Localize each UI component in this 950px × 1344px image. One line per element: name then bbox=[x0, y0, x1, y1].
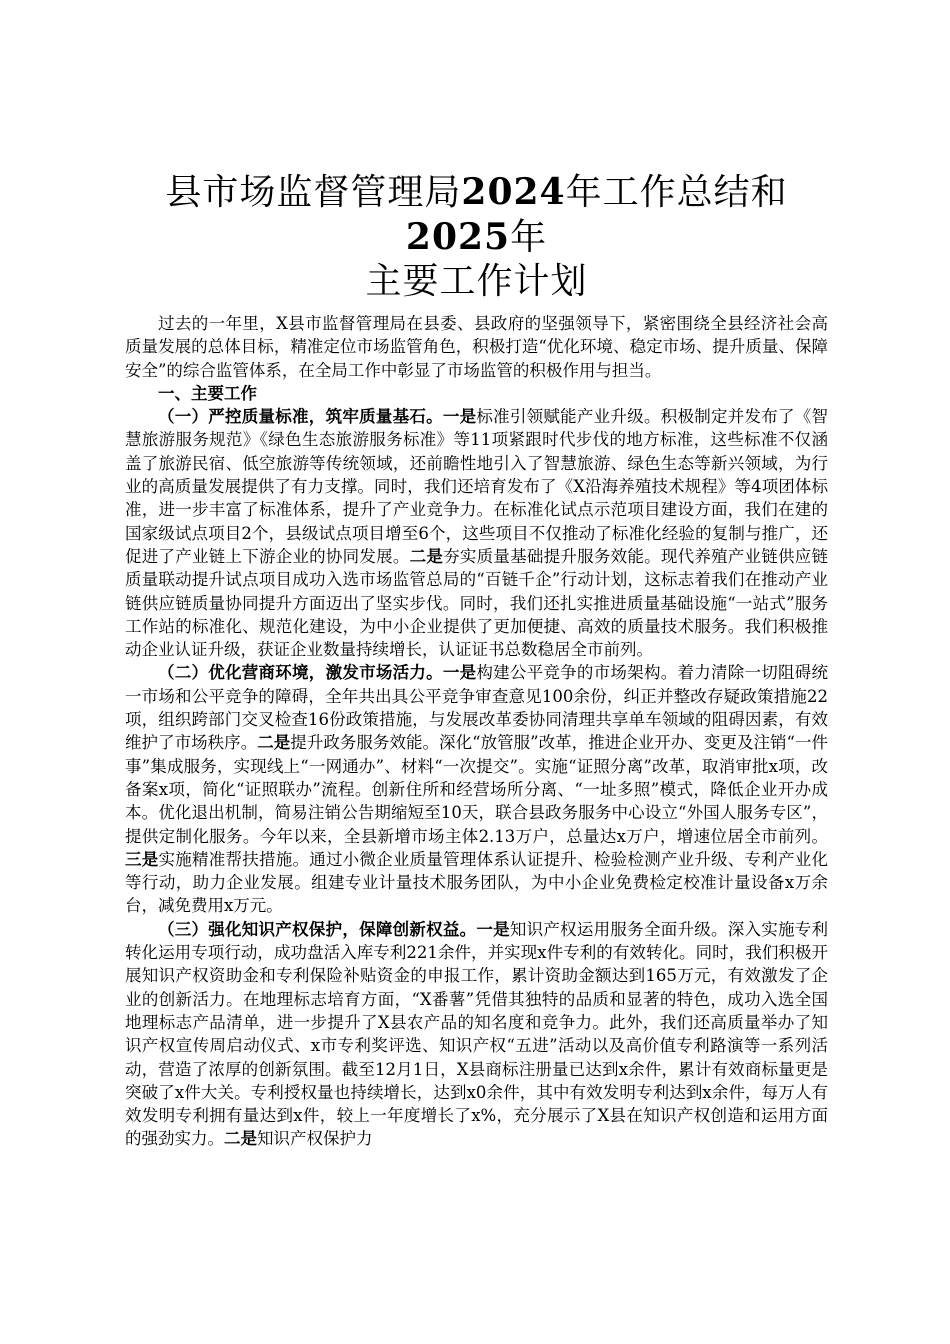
subheading-business: （二）优化营商环境，激发市场活力。 bbox=[158, 663, 443, 683]
title-line1: 县市场监督管理局2024年工作总结和2025年 bbox=[165, 171, 788, 258]
paragraph-intellectual-property: （三）强化知识产权保护，保障创新权益。一是知识产权运用服务全面升级。深入实施专利转化运用专项行动，成功盘活入库专利221余件，并实现x件专利的有效转化。同时，我们积极开展知识产权资助金和专利保险补贴资金的申报工作，累计资助金额达到165万元，有效激发了企业的创新活力。在地理标志培育方面，“X番薯”凭借其独特的品质和显著的特色，成功入选全国地理标志产品清单，进一步提升了X县农产品的知名度和竞争力。此外，我们还高质量举办了知识产权宣传周启动仪式、x市专利奖评选、知识产权“五进”活动以及高价值专利路演等一系列活动，营造了浓厚的创新氛围。截至12月1日，X县商标注册量已达到x余件，累计有效商标量更是突破了x件大关。专利授权量也持续增长，达到x0余件，其中有效发明专利达到x余件，每万人有效发明专利拥有量达到x件，较上一年度增长了x%，充分展示了X县在知识产权创造和运用方面的强劲实力。二是知识产权保护力 bbox=[125, 919, 829, 1149]
document-page bbox=[125, 170, 828, 1151]
section-heading-main-work: 一、主要工作 bbox=[158, 383, 257, 403]
paragraph-business-environment: （二）优化营商环境，激发市场活力。一是构建公平竞争的市场架构。着力清除一切阻碍统一市场和公平竞争的障碍，全年共出具公平竞争审查意见100余份，纠正并整改存疑政策措施22项，组织跨部门交叉检查16份政策措施，与发展改革委协同清理共享单车领域的阻碍因素，有效维护了市场秩序。二是提升政务服务效能。深化“放管服”改革，推进企业开办、变更及注销“一件事”集成服务，实现线上“一网通办”、材料“一次提交”。实施“证照分离”改革，取消审批x项，改备案x项，简化“证照联办”流程。创新住所和经营场所分离、“一址多照”模式，降低企业开办成本。优化退出机制，简易注销公告期缩短至10天，联合县政务服务中心设立“外国人服务专区”，提供定制化服务。今年以来，全县新增市场主体2.13万户，总量达x万户，增速位居全市前列。三是实施精准帮扶措施。通过小微企业质量管理体系认证提升、检验检测产业升级、专利产业化等行动，助力企业发展。组建专业计量技术服务团队，为中小企业免费检定校准计量设备x万余台，减免费用x万元。 bbox=[125, 663, 829, 916]
subheading-quality: （一）严控质量标准，筑牢质量基石。 bbox=[158, 407, 443, 427]
document-title bbox=[125, 170, 828, 304]
title-line2: 主要工作计划 bbox=[365, 261, 588, 302]
subheading-ip: （三）强化知识产权保护，保障创新权益。 bbox=[158, 919, 477, 939]
intro-paragraph: 过去的一年里，X县市监督管理局在县委、县政府的坚强领导下，紧密围绕全县经济社会高质量发展的总体目标，精准定位市场监管角色，积极打造“优化环境、稳定市场、提升质量、保障安全”的综合监管体系，在全局工作中彰显了市场监管的积极作用与担当。 bbox=[125, 314, 828, 380]
paragraph-quality-standards: （一）严控质量标准，筑牢质量基石。一是标准引领赋能产业升级。积极制定并发布了《智慧旅游服务规范》《绿色生态旅游服务标准》等11项紧跟时代步伐的地方标准，这些标准不仅涵盖了旅游民宿、低空旅游等传统领域，还前瞻性地引入了智慧旅游、绿色生态等新兴领域，为行业的高质量发展提供了有力支撑。同时，我们还培育发布了《X沿海养殖技术规程》等4项团体标准，进一步丰富了标准体系，提升了产业竞争力。在标准化试点示范项目建设方面，我们在建的国家级试点项目2个，县级试点项目增至6个，这些项目不仅推动了标准化经验的复制与推广，还促进了产业链上下游企业的协同发展。二是夯实质量基础提升服务效能。现代养殖产业链供应链质量联动提升试点项目成功入选市场监管总局的“百链千企”行动计划，这标志着我们在推动产业链供应链质量协同提升方面迈出了坚实步伐。同时，我们还扎实推进质量基础设施“一站式”服务工作站的标准化、规范化建设，为中小企业提供了更加便捷、高效的质量技术服务。我们积极推动企业认证升级，获证企业数量持续增长，认证证书总数稳居全市前列。 bbox=[125, 407, 829, 660]
